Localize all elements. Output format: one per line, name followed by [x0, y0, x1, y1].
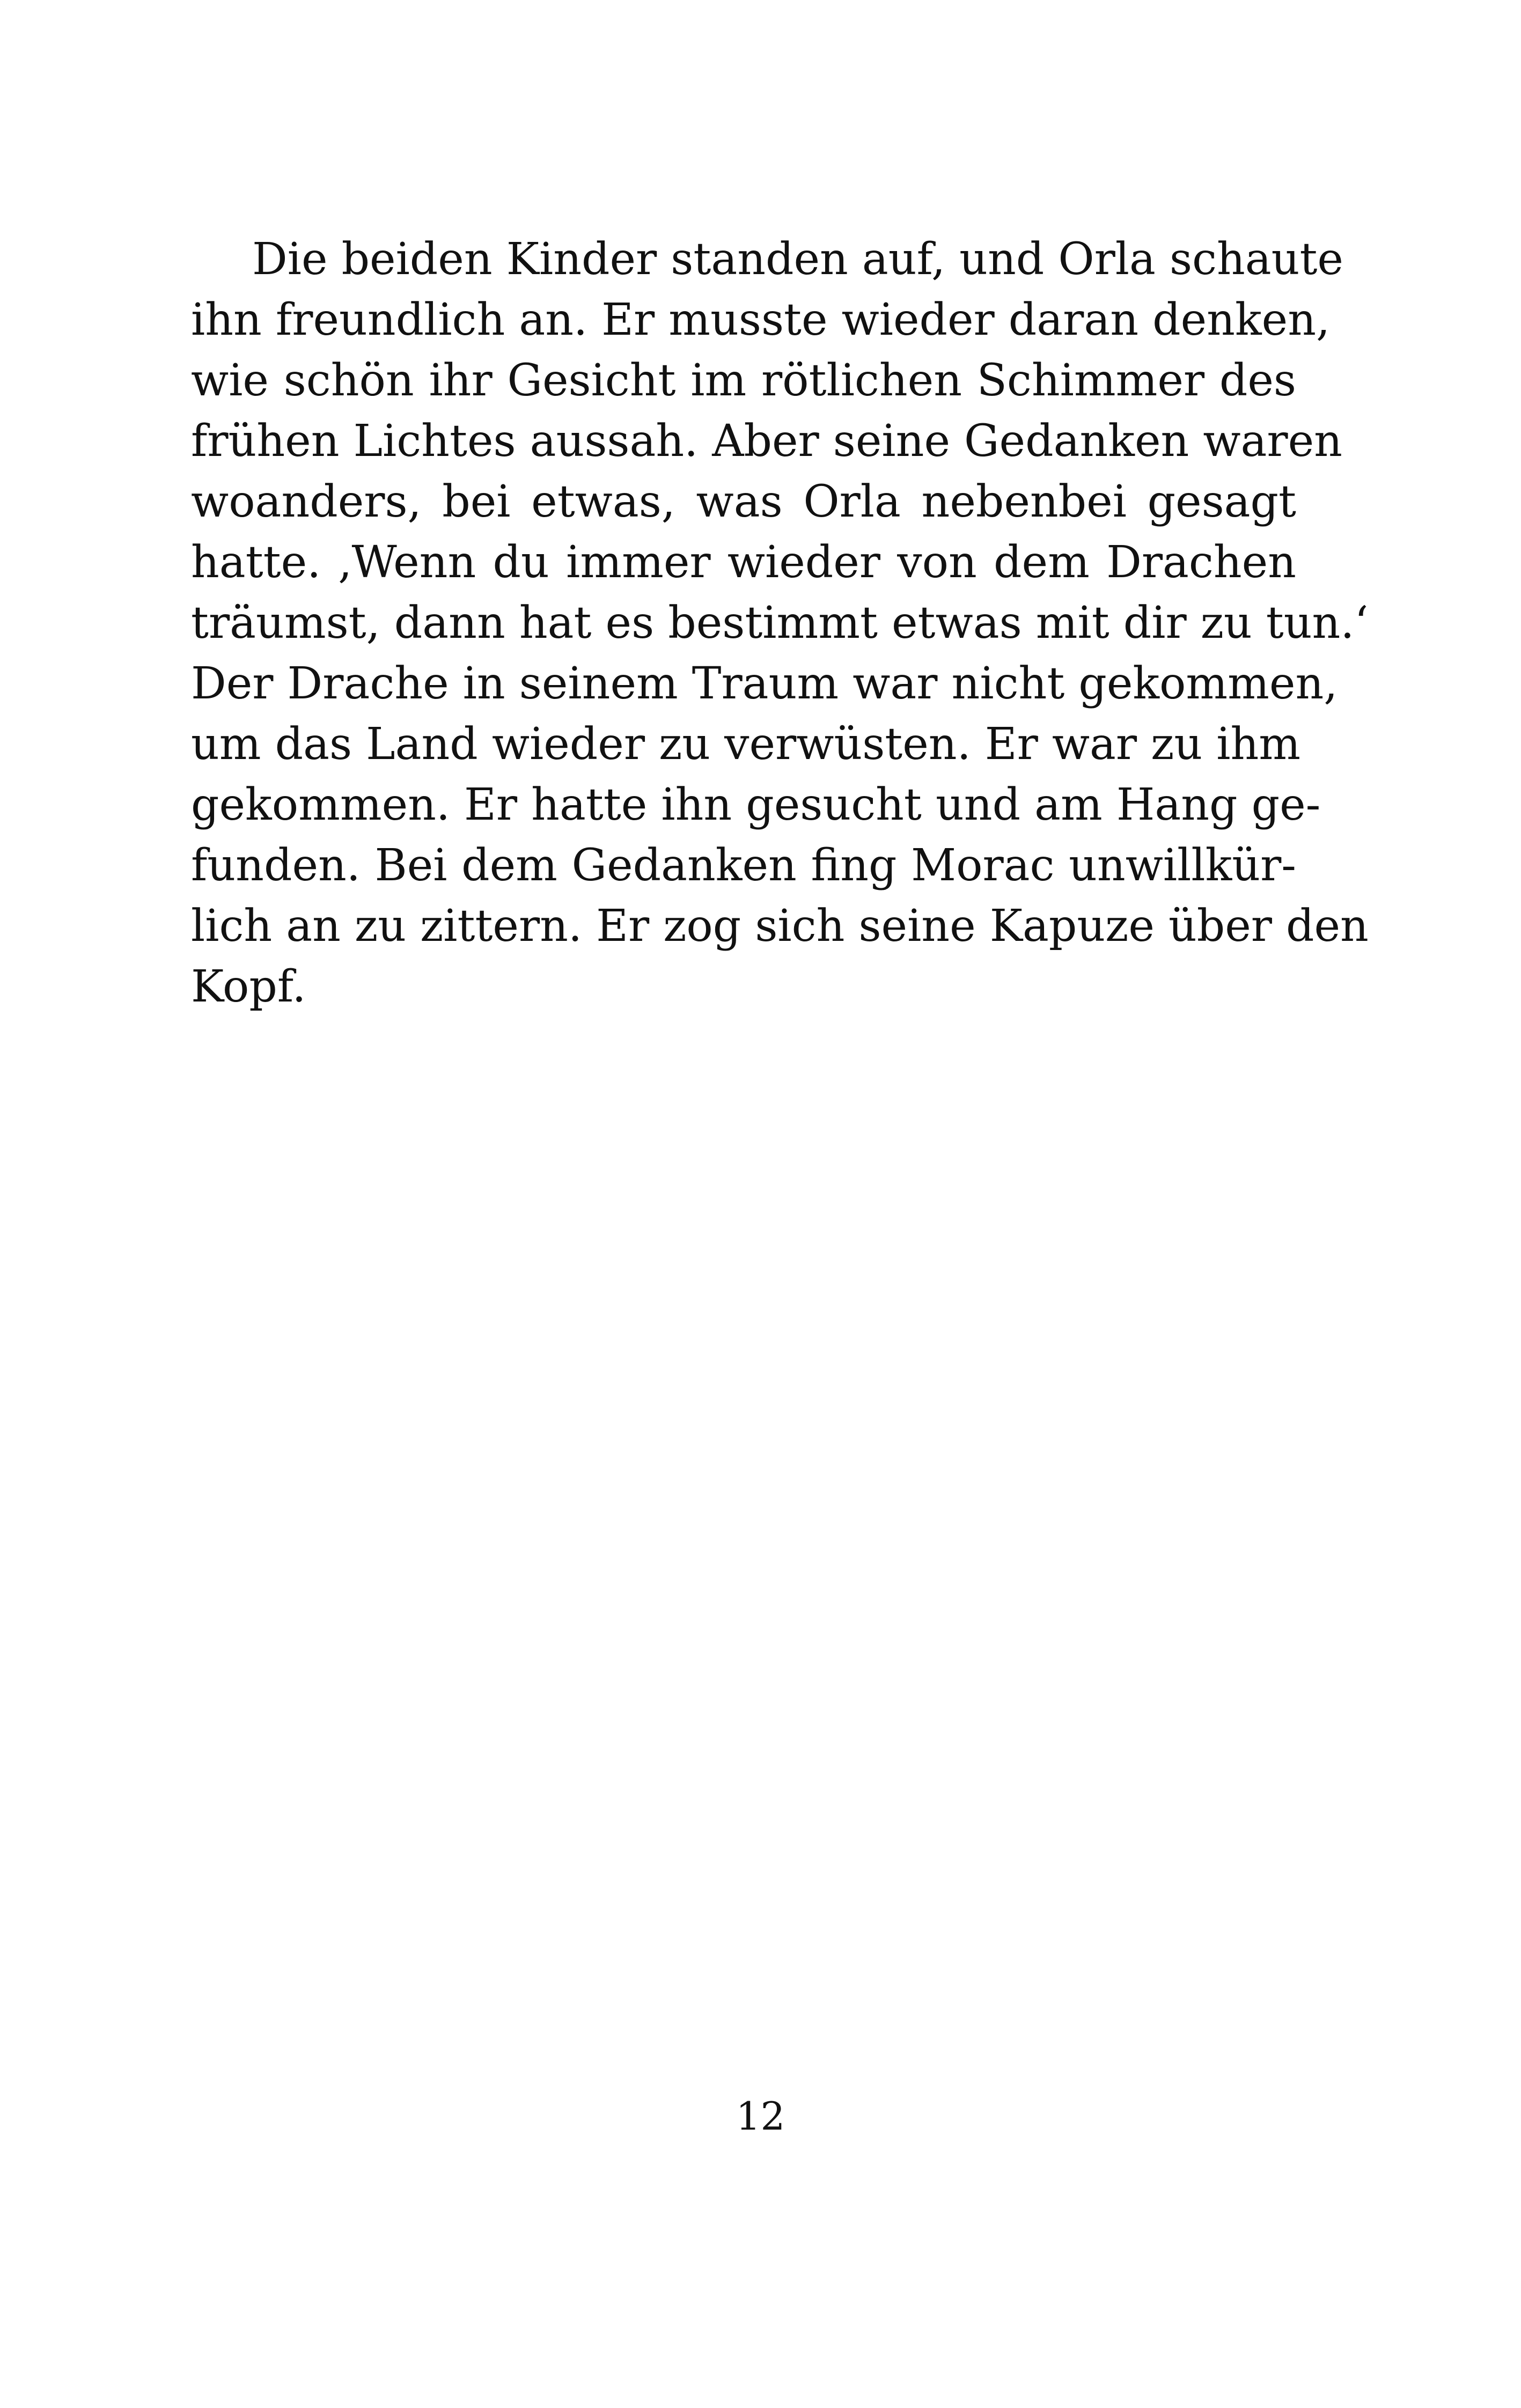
paragraph-line: gekommen. Er hatte ihn gesucht und am Hang ge-	[191, 779, 1321, 830]
paragraph-line: frühen Lichtes aussah. Aber seine Gedanken waren	[191, 416, 1342, 467]
paragraph-line: wie schön ihr Gesicht im rötlichen Schimmer des	[191, 355, 1296, 406]
paragraph-line: lich an zu zittern. Er zog sich seine Kapuze über den	[191, 901, 1369, 952]
paragraph-line: funden. Bei dem Gedanken fing Morac unwillkür-	[191, 840, 1296, 891]
paragraph-line: Kopf.	[191, 961, 306, 1012]
paragraph-line: Der Drache in seinem Traum war nicht gekommen,	[191, 658, 1338, 709]
paragraph-line: hatte. ‚Wenn du immer wieder von dem Drachen	[191, 537, 1296, 588]
page-number: 12	[736, 2094, 785, 2139]
paragraph-line: ihn freundlich an. Er musste wieder daran denken,	[191, 294, 1331, 345]
body-paragraph	[191, 229, 1369, 1017]
paragraph-line: träumst, dann hat es bestimmt etwas mit dir zu tun.‘	[191, 598, 1369, 649]
paragraph-line: um das Land wieder zu verwüsten. Er war zu ihm	[191, 719, 1301, 770]
paragraph-line: woanders, bei etwas, was Orla nebenbei gesagt	[191, 476, 1296, 527]
paragraph-line: Die beiden Kinder standen auf, und Orla schaute	[252, 234, 1343, 285]
